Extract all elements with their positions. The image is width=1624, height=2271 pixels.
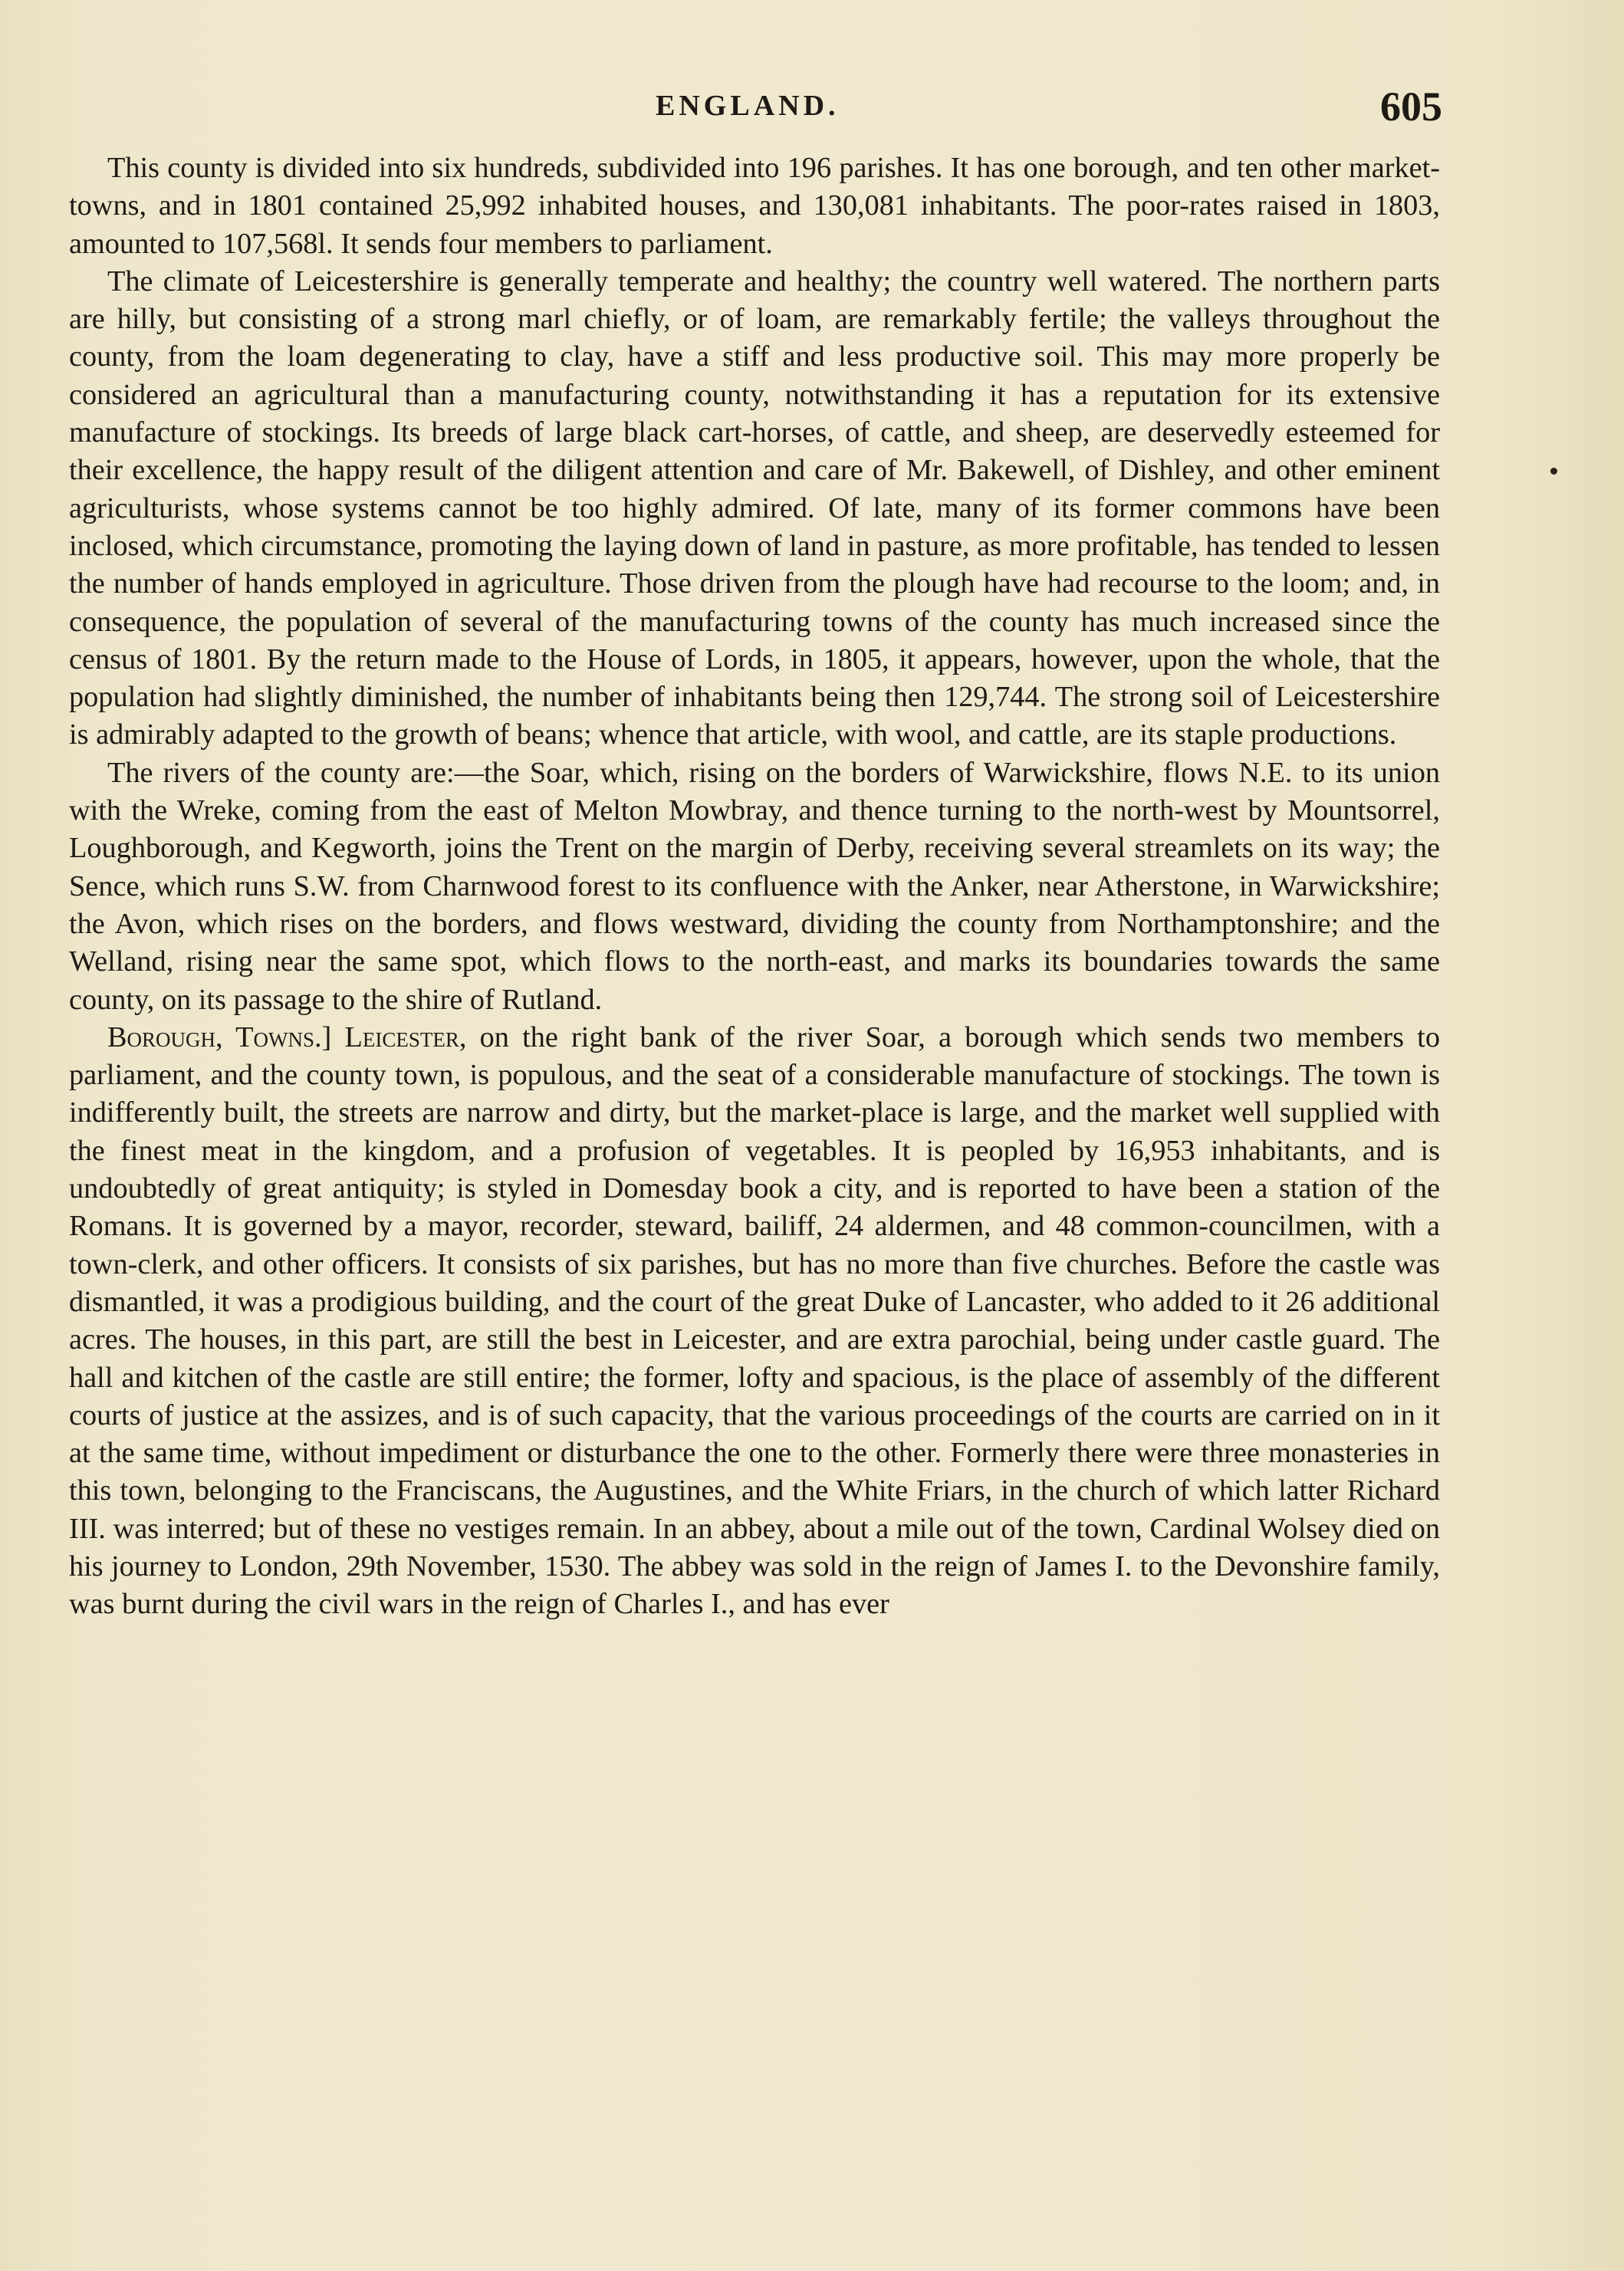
paragraph-county-divisions: This county is divided into six hundreds, subdivided into 196 parishes. It has one borough, and ten other market-towns, and in 1801 contained 25,992 inhabited houses, and 130,081 inhabitants. The poor-rates raised in 1803, amounted to 107,568l. It sends four members to parliament. (69, 152, 1440, 260)
margin-mark (1550, 468, 1557, 475)
running-head (0, 83, 1624, 129)
town-name: Leicester, (344, 1020, 467, 1053)
running-title: ENGLAND. (656, 90, 840, 122)
paragraph-rivers: The rivers of the county are:—the Soar, which, rising on the borders of Warwickshire, flows N.E. to its union with the Wreke, coming from the east of Melton Mowbray, and thence turning to the north-west by Mountsorrel, Loughborough, and Kegworth, joins the Trent on the margin of Derby, receiving several streamlets on its way; the Sence, which runs S.W. from Charnwood forest to its confluence with the Anker, near Atherstone, in Warwickshire; the Avon, which rises on the borders, and flows westward, dividing the county from Northamptonshire; and the Welland, rising near the same spot, which flows to the north-east, and marks its boundaries towards the same county, on its passage to the shire of Rutland. (69, 756, 1440, 1016)
body-text (69, 150, 1440, 1624)
section-label: Borough, Towns.] (107, 1020, 332, 1053)
paragraph-borough-towns (69, 1019, 1440, 1624)
paragraph-borough-text: on the right bank of the river Soar, a borough which sends two members to parliament, and the county town, is populous, and the seat of a considerable manufacture of stockings. The town is indifferently built, the streets are narrow and dirty, but the market-place is large, and the market well supplied with the finest meat in the kingdom, and a profusion of vegetables. It is peopled by 16,953 inhabitants, and is undoubtedly of great antiquity; is styled in Domesday book a city, and is reported to have been a station of the Romans. It is governed by a mayor, recorder, steward, bailiff, 24 aldermen, and 48 common-councilmen, with a town-clerk, and other officers. It consists of six parishes, but has no more than five churches. Before the castle was dismantled, it was a prodigious building, and the court of the great Duke of Lancaster, who added to it 26 additional acres. The houses, in this part, are still the best in Leicester, and are extra parochial, being under castle guard. The hall and kitchen of the castle are still entire; the former, lofty and spacious, is the place of assembly of the different courts of justice at the assizes, and is of such capacity, that the various proceedings of the courts are carried on in it at the same time, without impediment or disturbance the one to the other. Formerly there were three monasteries in this town, belonging to the Franciscans, the Augustines, and the White Friars, in the church of which latter Richard III. was interred; but of these no vestiges remain. In an abbey, about a mile out of the town, Cardinal Wolsey died on his journey to London, 29th November, 1530. The abbey was sold in the reign of James I. to the Devonshire family, was burnt during the civil wars in the reign of Charles I., and has ever (69, 1020, 1440, 1621)
page-number: 605 (1380, 84, 1442, 130)
paragraph-climate: The climate of Leicestershire is generally temperate and healthy; the country well watered. The northern parts are hilly, but consisting of a strong marl chiefly, or of loam, are remarkably fertile; the valleys throughout the county, from the loam degenerating to clay, have a stiff and less productive soil. This may more properly be considered an agricultural than a manufacturing county, notwithstanding it has a reputation for its extensive manufacture of stockings. Its breeds of large black cart-horses, of cattle, and sheep, are deservedly esteemed for their excellence, the happy result of the diligent attention and care of Mr. Bakewell, of Dishley, and other eminent agriculturists, whose systems cannot be too highly admired. Of late, many of its former commons have been inclosed, which circumstance, promoting the laying down of land in pasture, as more profitable, has tended to lessen the number of hands employed in agriculture. Those driven from the plough have had recourse to the loom; and, in consequence, the population of several of the manufacturing towns of the county has much increased since the census of 1801. By the return made to the House of Lords, in 1805, it appears, however, upon the whole, that the population had slightly diminished, the number of inhabitants being then 129,744. The strong soil of Leicestershire is admirably adapted to the growth of beans; whence that article, with wool, and cattle, are its staple productions. (69, 265, 1440, 751)
